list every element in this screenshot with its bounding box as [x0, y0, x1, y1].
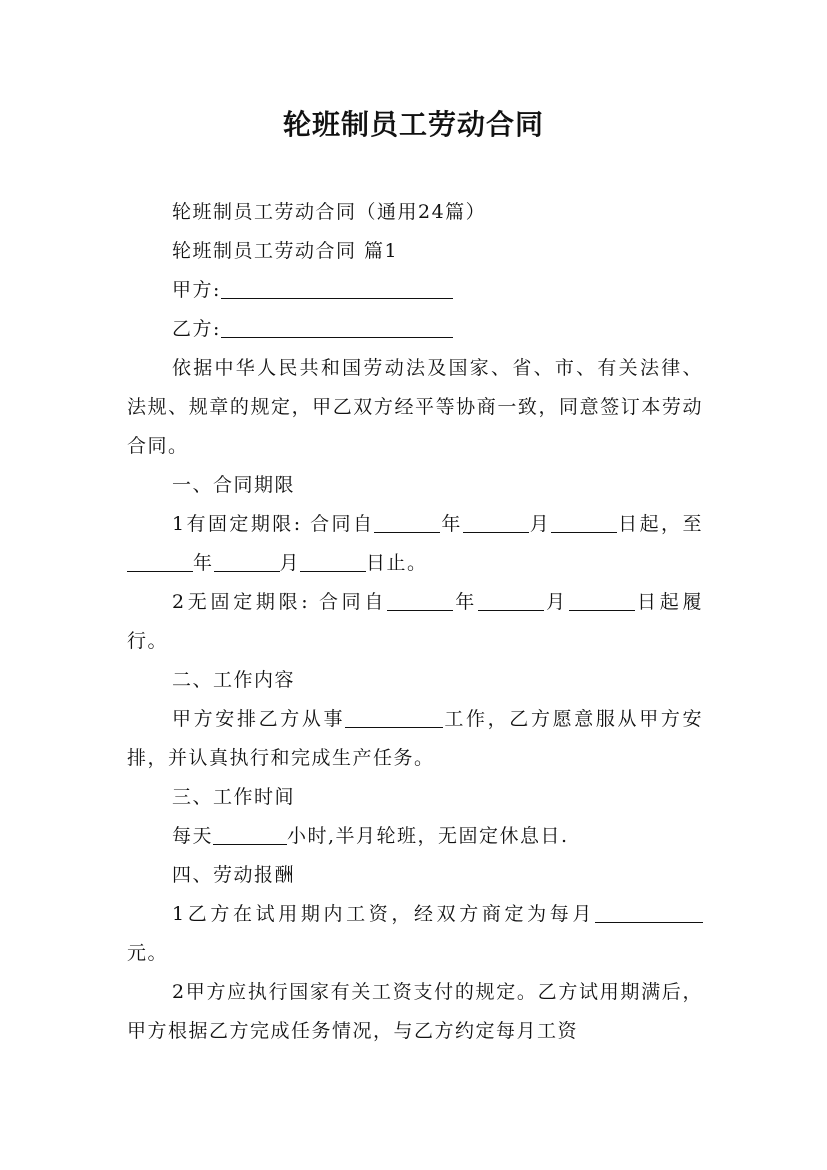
document-title: 轮班制员工劳动合同: [282, 108, 544, 141]
fixed-end-year-label: 年: [193, 552, 214, 574]
clause4-item1-before: 1乙方在试用期内工资，经双方商定为每月: [172, 903, 595, 925]
document-body: [127, 193, 703, 1051]
clause4-item2: 2甲方应执行国家有关工资支付的规定。乙方试用期满后，甲方根据乙方完成任务情况，与乙方约定每月工资: [127, 981, 703, 1042]
open-start-day-blank: [569, 588, 635, 611]
party-a-line: [127, 271, 703, 310]
clause4-item1: [127, 895, 703, 973]
clause3-text-after: 小时,半月轮班，无固定休息日.: [287, 825, 569, 847]
open-start-month-blank: [478, 588, 544, 611]
open-start-year-blank: [387, 588, 453, 611]
clause1-heading: 一、合同期限: [172, 474, 296, 496]
clause2-text: [127, 700, 703, 778]
job-blank: [345, 705, 443, 728]
fixed-end-month-label: 月: [279, 552, 301, 574]
open-month-label: 月: [543, 591, 569, 613]
clause3-text-before: 每天: [172, 825, 214, 847]
fixed-start-year-blank: [374, 510, 440, 533]
fixed-day-start-label: 日起，至: [617, 513, 703, 535]
party-b-line: [127, 310, 703, 349]
open-day-start-label: 日起履行。: [127, 591, 703, 652]
fixed-year-label: 年: [440, 513, 463, 535]
party-b-label: 乙方:: [172, 318, 221, 340]
fixed-term-prefix: 1有固定期限: 合同自: [172, 513, 375, 535]
clause2-text-after: 工作，乙方愿意服从甲方安排，并认真执行和完成生产任务。: [127, 708, 703, 769]
fixed-end-year-blank: [127, 549, 193, 572]
open-year-label: 年: [453, 591, 478, 613]
clause1-open-term: [127, 583, 703, 661]
fixed-end-day-blank: [300, 549, 366, 572]
clause4-heading: 四、劳动报酬: [172, 864, 296, 886]
fixed-end-month-blank: [214, 549, 280, 572]
fixed-day-end-label: 日止。: [366, 552, 428, 574]
clause2-text-before: 甲方安排乙方从事: [172, 708, 346, 730]
clause1-fixed-term: [127, 505, 703, 583]
open-term-prefix: 2无固定期限: 合同自: [172, 591, 388, 613]
party-b-blank: [221, 315, 453, 338]
preamble-paragraph: 依据中华人民共和国劳动法及国家、省、市、有关法律、法规、规章的规定，甲乙双方经平等协商一致，同意签订本劳动合同。: [127, 357, 703, 457]
fixed-month-label: 月: [528, 513, 552, 535]
clause3-heading: 三、工作时间: [172, 786, 296, 808]
fixed-start-month-blank: [463, 510, 529, 533]
clause4-item1-after: 元。: [127, 942, 169, 964]
party-a-label: 甲方:: [172, 279, 221, 301]
section-heading: 轮班制员工劳动合同 篇1: [172, 240, 399, 262]
hours-blank: [213, 822, 287, 845]
clause3-text: [127, 817, 703, 856]
probation-pay-blank: [595, 900, 703, 923]
party-a-blank: [221, 276, 453, 299]
clause2-heading: 二、工作内容: [172, 669, 296, 691]
subtitle: 轮班制员工劳动合同（通用24篇）: [172, 201, 487, 223]
fixed-start-day-blank: [551, 510, 617, 533]
